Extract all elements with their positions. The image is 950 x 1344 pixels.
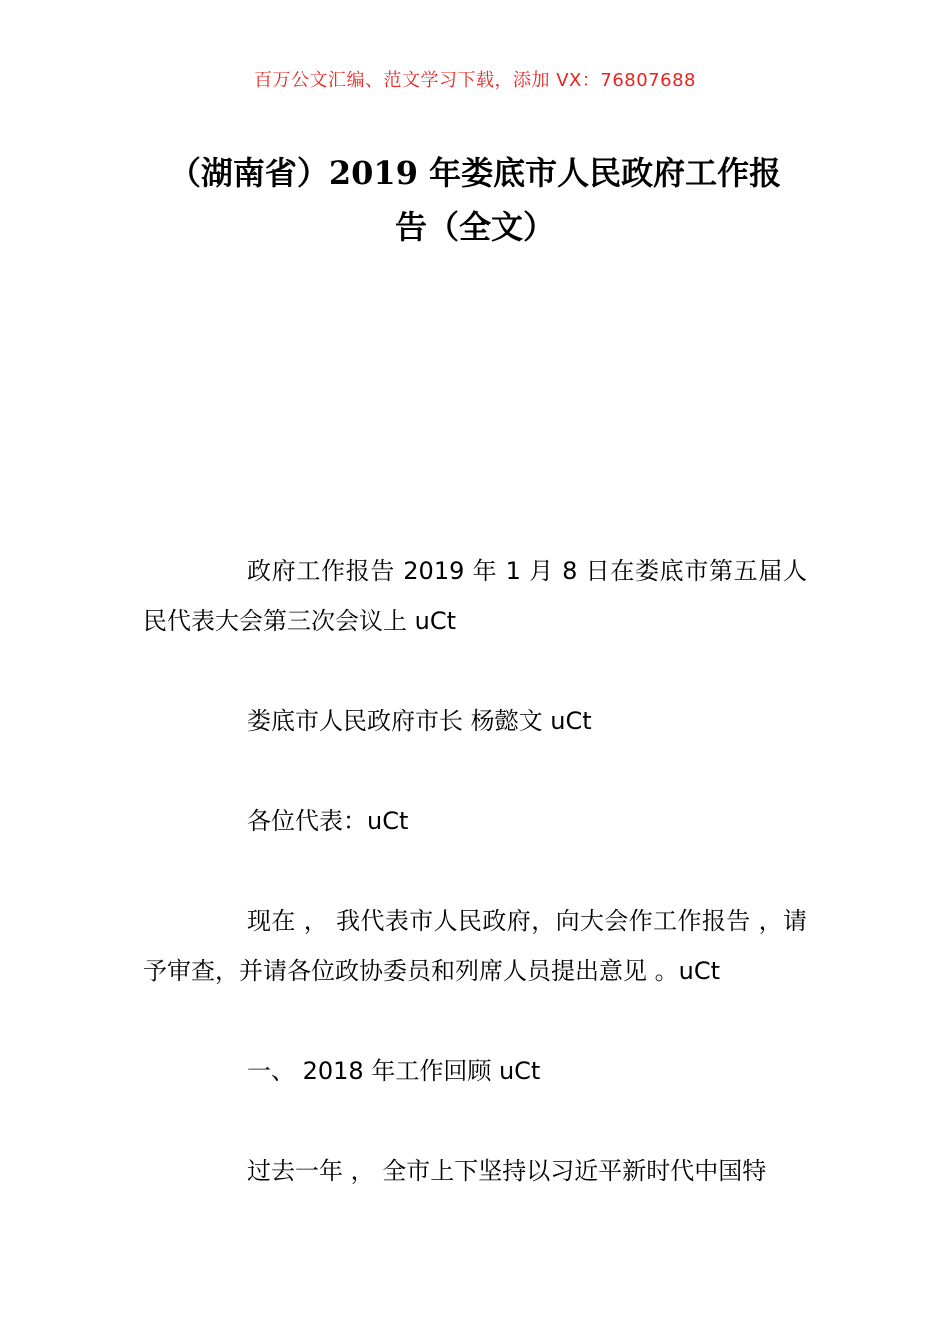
- paragraph-greeting: 各位代表：uCt: [247, 807, 409, 835]
- paragraph-report-intro: 政府工作报告 2019 年 1 月 8 日在娄底市第五届人民代表大会第三次会议上 uCt: [143, 557, 807, 635]
- header-note: 百万公文汇编、范文学习下载，添加 VX：76807688: [254, 70, 696, 91]
- title-line-1: （湖南省）2019 年娄底市人民政府工作报: [168, 154, 782, 192]
- document-title: [140, 146, 810, 254]
- paragraph-mayor: 娄底市人民政府市长 杨懿文 uCt: [247, 707, 592, 735]
- paragraph-section-heading: 一、 2018 年工作回顾 uCt: [247, 1057, 541, 1085]
- paragraph-opening: 现在 ， 我代表市人民政府，向大会作工作报告 ，请予审查，并请各位政协委员和列席人员提出意见 。uCt: [143, 907, 807, 985]
- document-body: [143, 546, 807, 1246]
- paragraph-review-start: 过去一年 ， 全市上下坚持以习近平新时代中国特: [247, 1157, 767, 1185]
- title-line-2: 告（全文）: [394, 208, 555, 246]
